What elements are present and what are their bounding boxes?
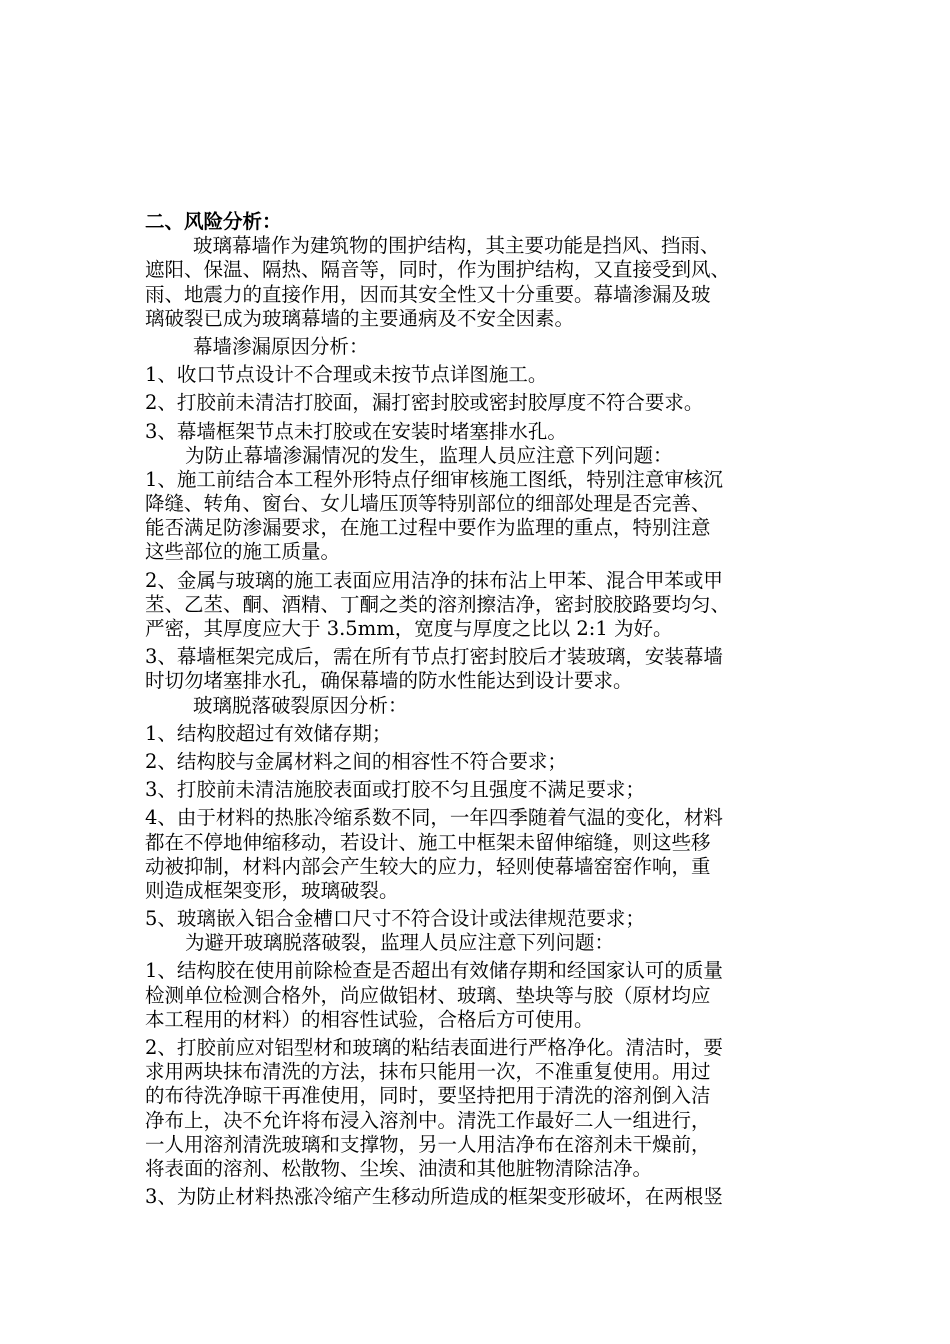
- text-line: 2、结构胶与金属材料之间的相容性不符合要求；: [145, 749, 567, 773]
- text-line: 本工程用的材料）的相容性试验，合格后方可使用。: [145, 1007, 594, 1031]
- document-page: [145, 210, 815, 1209]
- text-line: 1、施工前结合本工程外形特点仔细审核施工图纸，特别注意审核沉: [145, 467, 723, 491]
- text-line: 璃破裂已成为玻璃幕墙的主要通病及不安全因素。: [145, 306, 575, 330]
- text-line: 3、幕墙框架节点未打胶或在安装时堵塞排水孔。: [145, 419, 567, 443]
- text-line: 这些部位的施工质量。: [145, 540, 341, 564]
- text-line: 降缝、转角、窗台、女儿墙压顶等特别部位的细部处理是否完善、: [145, 492, 711, 516]
- text-line: 则造成框架变形，玻璃破裂。: [145, 878, 399, 902]
- text-line: 3、幕墙框架完成后，需在所有节点打密封胶后才装玻璃，安装幕墙: [145, 645, 723, 669]
- text-line: 求用两块抹布清洗的方法，抹布只能用一次，不准重复使用。用过: [145, 1060, 711, 1084]
- text-line: 为防止幕墙渗漏情况的发生，监理人员应注意下列问题：: [185, 443, 673, 467]
- text-line: 4、由于材料的热胀冷缩系数不同，一年四季随着气温的变化，材料: [145, 806, 723, 830]
- text-line: 1、结构胶超过有效储存期；: [145, 721, 392, 745]
- text-line: 3、打胶前未清洁施胶表面或打胶不匀且强度不满足要求；: [145, 778, 645, 802]
- text-line: 都在不停地伸缩移动，若设计、施工中框架未留伸缩缝，则这些移: [145, 830, 711, 854]
- text-line: 2、打胶前未清洁打胶面，漏打密封胶或密封胶厚度不符合要求。: [145, 391, 704, 415]
- text-line: 检测单位检测合格外，尚应做铝材、玻璃、垫块等与胶（原材均应: [145, 983, 711, 1007]
- text-line: 2、打胶前应对铝型材和玻璃的粘结表面进行严格净化。清洁时，要: [145, 1036, 723, 1059]
- text-line: 雨、地震力的直接作用，因而其安全性又十分重要。幕墙渗漏及玻: [145, 282, 711, 306]
- text-line: 遮阳、保温、隔热、隔音等，同时，作为围护结构，又直接受到风、: [145, 258, 731, 282]
- section-heading: 二、风险分析：: [145, 210, 282, 233]
- text-line: 3、为防止材料热涨冷缩产生移动所造成的框架变形破坏，在两根竖: [145, 1185, 723, 1209]
- text-line: 为避开玻璃脱落破裂，监理人员应注意下列问题：: [185, 931, 615, 955]
- text-line: 玻璃幕墙作为建筑物的围护结构，其主要功能是挡风、挡雨、: [193, 234, 720, 258]
- text-line: 一人用溶剂清洗玻璃和支撑物，另一人用洁净布在溶剂未干燥前，: [145, 1132, 711, 1156]
- text-line: 5、玻璃嵌入铝合金槽口尺寸不符合设计或法律规范要求；: [145, 907, 645, 931]
- text-line: 1、结构胶在使用前除检查是否超出有效储存期和经国家认可的质量: [145, 959, 723, 983]
- text-line: 时切勿堵塞排水孔，确保幕墙的防水性能达到设计要求。: [145, 669, 633, 693]
- text-line: 动被抑制，材料内部会产生较大的应力，轻则使幕墙窑窑作响，重: [145, 854, 711, 878]
- text-line: 的布待洗净晾干再准使用，同时，要坚持把用于清洗的溶剂倒入洁: [145, 1084, 711, 1108]
- text-line: 2、金属与玻璃的施工表面应用洁净的抹布沾上甲苯、混合甲苯或甲: [145, 568, 723, 592]
- document-body: [145, 234, 815, 1209]
- text-line: 1、收口节点设计不合理或未按节点详图施工。: [145, 363, 548, 387]
- text-line: 净布上，决不允许将布浸入溶剂中。清洗工作最好二人一组进行，: [145, 1108, 711, 1132]
- text-line: 严密，其厚度应大于 3.5mm，宽度与厚度之比以 2:1 为好。: [145, 617, 673, 640]
- text-line: 玻璃脱落破裂原因分析：: [193, 693, 408, 717]
- text-line: 能否满足防渗漏要求，在施工过程中要作为监理的重点，特别注意: [145, 516, 711, 540]
- text-line: 幕墙渗漏原因分析：: [193, 334, 369, 358]
- text-line: 将表面的溶剂、松散物、尘埃、油渍和其他脏物清除洁净。: [145, 1156, 653, 1180]
- text-line: 苤、乙苤、酮、酒精、丁酮之类的溶剂擦洁净，密封胶胶路要均匀、: [145, 592, 731, 616]
